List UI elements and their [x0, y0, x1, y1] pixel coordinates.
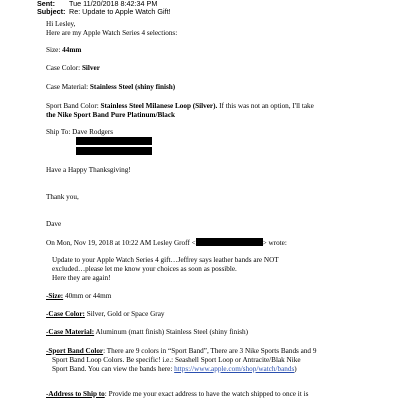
band-value: Stainless Steel Milanese Loop (Silver). [100, 102, 218, 110]
quote-address-line [46, 390, 308, 399]
sent-value: Tue 11/20/2018 8:42:34 PM [69, 0, 158, 8]
quote-band-text: : There are 9 colors in “Sport Band”, There are 3 Nike Sports Bands and 9 [103, 347, 317, 355]
quote-address-label: -Address to Ship to [46, 390, 105, 398]
quote-band-line [52, 365, 297, 374]
quote-p1-line: Update to your Apple Watch Series 4 gift…Jeffrey says leather bands are NOT [52, 256, 279, 264]
quote-band-line: Sport Band Loop Colors. Be specific! i.e.: Seashell Sport Loop or Antracite/Blak Nike [52, 356, 301, 364]
quote-color-value: Silver, Gold or Space Gray [84, 310, 165, 318]
case-material-label: Case Material: [46, 83, 90, 91]
band-view-end: ) [294, 365, 297, 373]
quote-p1-line: Here they are again! [52, 274, 111, 282]
quote-material-value: Aluminum (matt finish) Stainless Steel (shiny finish) [94, 328, 249, 336]
subject-row [37, 8, 171, 16]
quote-size-line [46, 292, 111, 301]
quote-material-line [46, 328, 248, 337]
band-note: If this was not an option, I'll take [217, 102, 314, 110]
quote-address-text: : Provide me your exact address to have the watch shipped to once it is [104, 390, 309, 398]
holiday-line: Have a Happy Thanksgiving! [46, 166, 131, 174]
ship-to: Ship To: Dave Rodgers [46, 128, 114, 136]
size-value: 44mm [62, 46, 82, 54]
case-material-value: Stainless Steel (shiny finish) [89, 83, 176, 91]
quote-band-line [46, 347, 316, 356]
size-line [46, 46, 81, 55]
greeting: Hi Lesley, [46, 20, 76, 28]
band-line [46, 102, 314, 111]
subject-label: Subject: [37, 7, 66, 16]
attribution-end: > wrote: [262, 239, 287, 247]
subject-value: Re: Update to Apple Watch Gift! [69, 7, 171, 16]
redaction-block [196, 238, 263, 246]
sent-label: Sent: [37, 0, 55, 8]
case-material-line [46, 83, 175, 92]
intro: Here are my Apple Watch Series 4 selections: [46, 29, 178, 37]
band-view-text: Sport Band. You can view the bands here: [52, 365, 175, 373]
redaction-block [76, 147, 152, 155]
quote-p1-line: excluded…please let me know your choices as soon as possible. [52, 265, 237, 273]
band-alt-line [46, 111, 175, 120]
band-alt: the Nike Sport Band Pure Platinum/Black [46, 111, 176, 119]
quote-color-line [46, 310, 164, 319]
quote-band-label: -Sport Band Color [46, 347, 104, 355]
size-label: Size: [46, 46, 63, 54]
quote-attribution [46, 238, 287, 248]
quote-material-label: -Case Material: [46, 328, 95, 336]
quote-color-label: -Case Color: [46, 310, 85, 318]
band-label: Sport Band Color: [46, 102, 101, 110]
attribution-start: On Mon, Nov 19, 2018 at 10:22 AM Lesley Groff < [46, 239, 196, 247]
redaction-block [76, 137, 152, 145]
case-color-label: Case Color: [46, 64, 82, 72]
quote-size-label: -Size: [46, 292, 64, 300]
quote-size-value: 40mm or 44mm [63, 292, 112, 300]
case-color-value: Silver [81, 64, 100, 72]
thanks-line: Thank you, [46, 193, 79, 201]
bands-link[interactable]: https://www.apple.com/shop/watch/bands [174, 365, 295, 373]
signature: Dave [46, 220, 62, 228]
case-color-line [46, 64, 100, 73]
